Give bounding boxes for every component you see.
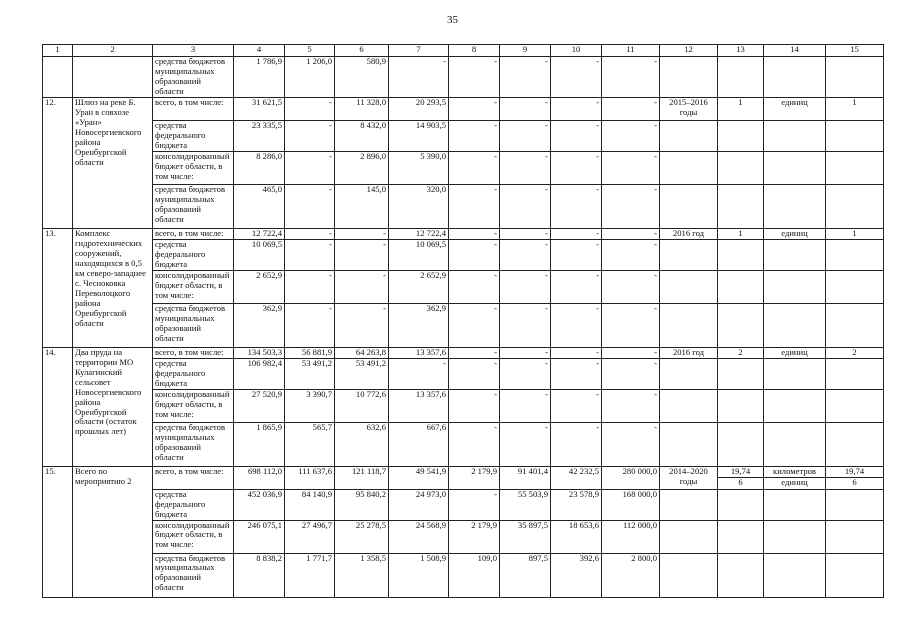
value-cell: - — [449, 184, 500, 228]
table-cell — [718, 520, 764, 553]
header-cell: 5 — [285, 45, 335, 57]
quantity-km: 19,74 — [730, 466, 751, 476]
item-number: 12. — [43, 97, 73, 228]
value-cell: 27 520,9 — [234, 389, 285, 422]
table-row — [43, 270, 884, 303]
table-cell — [718, 120, 764, 151]
value-cell: - — [285, 239, 335, 270]
value-cell: 392,6 — [551, 553, 602, 597]
period-cell: 2016 год — [660, 228, 718, 239]
quantity-cell: 1 — [718, 97, 764, 120]
value-cell: 1 358,5 — [335, 553, 389, 597]
quantity-cell — [718, 466, 764, 489]
value-cell: - — [500, 422, 551, 466]
value-cell: 31 621,5 — [234, 97, 285, 120]
header-cell: 14 — [764, 45, 826, 57]
value-cell: - — [285, 184, 335, 228]
value-cell: - — [602, 57, 660, 98]
table-cell — [764, 520, 826, 553]
table-row — [43, 120, 884, 151]
value-cell: - — [449, 151, 500, 184]
value-cell: - — [602, 120, 660, 151]
value-cell: 2 652,9 — [389, 270, 449, 303]
value-cell: - — [335, 270, 389, 303]
funding-source-cell: средства федерального бюджета — [153, 239, 234, 270]
funding-source-cell: средства бюджетов муниципальных образований области — [153, 422, 234, 466]
value-cell: - — [449, 389, 500, 422]
value-cell: 2 896,0 — [335, 151, 389, 184]
unit-cell: единиц — [764, 97, 826, 120]
header-cell: 7 — [389, 45, 449, 57]
header-cell: 2 — [73, 45, 153, 57]
header-cell: 12 — [660, 45, 718, 57]
table-cell — [826, 184, 884, 228]
table-cell — [660, 184, 718, 228]
budget-table — [42, 44, 884, 598]
value-cell: - — [551, 228, 602, 239]
item-name: Комплекс гидротехнических сооружений, находящихся в 0,5 км северо-западнее с. Чесноковка Переволоцкого района Оренбургской области — [73, 228, 153, 347]
table-cell — [764, 270, 826, 303]
table-cell — [660, 270, 718, 303]
value-cell: 1 865,9 — [234, 422, 285, 466]
value-cell: 84 140,9 — [285, 489, 335, 520]
value-cell: - — [602, 151, 660, 184]
value-cell: - — [285, 228, 335, 239]
table-cell — [826, 520, 884, 553]
value-cell: 5 390,0 — [389, 151, 449, 184]
value-cell: 362,9 — [234, 303, 285, 347]
period-cell: 2014–2020 годы — [660, 466, 718, 489]
value-cell: 465,0 — [234, 184, 285, 228]
table-cell — [718, 270, 764, 303]
value-cell: 121 118,7 — [335, 466, 389, 489]
funding-source-cell: средства федерального бюджета — [153, 120, 234, 151]
value-cell: - — [285, 151, 335, 184]
quantity-km: 19,74 — [844, 466, 865, 476]
table-cell — [826, 489, 884, 520]
value-cell: 13 357,6 — [389, 389, 449, 422]
table-cell — [826, 389, 884, 422]
value-cell: 24 568,9 — [389, 520, 449, 553]
value-cell: - — [500, 347, 551, 358]
value-cell: 1 206,0 — [285, 57, 335, 98]
header-cell: 15 — [826, 45, 884, 57]
value-cell: - — [449, 57, 500, 98]
value-cell: - — [449, 422, 500, 466]
value-cell: 53 491,2 — [335, 358, 389, 389]
value-cell: 10 069,5 — [234, 239, 285, 270]
table-cell — [718, 239, 764, 270]
header-cell: 1 — [43, 45, 73, 57]
table-cell — [718, 389, 764, 422]
value-cell: - — [551, 347, 602, 358]
value-cell: 12 722,4 — [234, 228, 285, 239]
funding-source-cell: консолидированный бюджет области, в том числе: — [153, 270, 234, 303]
value-cell: - — [551, 389, 602, 422]
table-cell — [660, 553, 718, 597]
value-cell: - — [500, 57, 551, 98]
quantity-cell — [826, 466, 884, 489]
value-cell: - — [602, 358, 660, 389]
table-cell — [764, 120, 826, 151]
table-cell — [764, 57, 826, 98]
value-cell: - — [500, 120, 551, 151]
table-cell — [718, 489, 764, 520]
value-cell: - — [449, 228, 500, 239]
value-cell: - — [551, 358, 602, 389]
value-cell: - — [449, 270, 500, 303]
value-cell: 1 786,9 — [234, 57, 285, 98]
funding-source-cell: всего, в том числе: — [153, 347, 234, 358]
unit-cell: единиц — [764, 347, 826, 358]
value-cell: 42 232,5 — [551, 466, 602, 489]
value-cell: 2 179,9 — [449, 466, 500, 489]
unit-cell — [764, 466, 826, 489]
value-cell: - — [551, 151, 602, 184]
value-cell: 111 637,6 — [285, 466, 335, 489]
table-row — [43, 422, 884, 466]
value-cell: 362,9 — [389, 303, 449, 347]
table-cell — [660, 422, 718, 466]
value-cell: 64 263,8 — [335, 347, 389, 358]
table-cell — [660, 151, 718, 184]
value-cell: 91 401,4 — [500, 466, 551, 489]
table-cell — [718, 151, 764, 184]
value-cell: - — [500, 303, 551, 347]
table-row — [43, 57, 884, 98]
value-cell: - — [602, 303, 660, 347]
table-cell — [718, 57, 764, 98]
value-cell: 106 982,4 — [234, 358, 285, 389]
table-cell — [660, 389, 718, 422]
value-cell: 2 179,9 — [449, 520, 500, 553]
quantity-units: 6 — [718, 477, 763, 488]
funding-source-cell: всего, в том числе: — [153, 228, 234, 239]
table-cell — [764, 489, 826, 520]
value-cell: - — [500, 151, 551, 184]
value-cell: 280 000,0 — [602, 466, 660, 489]
value-cell: 23 578,9 — [551, 489, 602, 520]
funding-source-cell: средства бюджетов муниципальных образований области — [153, 184, 234, 228]
table-row — [43, 389, 884, 422]
quantity-cell: 1 — [826, 228, 884, 239]
table-cell — [660, 520, 718, 553]
value-cell: 49 541,9 — [389, 466, 449, 489]
value-cell: 1 771,7 — [285, 553, 335, 597]
funding-source-cell: средства федерального бюджета — [153, 358, 234, 389]
table-cell — [826, 151, 884, 184]
value-cell: - — [551, 239, 602, 270]
table-cell — [73, 57, 153, 98]
value-cell: - — [602, 270, 660, 303]
table-cell — [43, 57, 73, 98]
table-cell — [718, 553, 764, 597]
value-cell: - — [500, 97, 551, 120]
value-cell: 10 772,6 — [335, 389, 389, 422]
table-cell — [764, 422, 826, 466]
table-row — [43, 239, 884, 270]
value-cell: 168 000,0 — [602, 489, 660, 520]
table-cell — [826, 553, 884, 597]
value-cell: - — [602, 389, 660, 422]
value-cell: 13 357,6 — [389, 347, 449, 358]
value-cell: 580,9 — [335, 57, 389, 98]
table-row — [43, 489, 884, 520]
value-cell: 632,6 — [335, 422, 389, 466]
header-cell: 10 — [551, 45, 602, 57]
value-cell: - — [335, 239, 389, 270]
value-cell: 565,7 — [285, 422, 335, 466]
value-cell: 12 722,4 — [389, 228, 449, 239]
table-cell — [660, 57, 718, 98]
value-cell: - — [551, 120, 602, 151]
value-cell: - — [449, 97, 500, 120]
value-cell: - — [449, 239, 500, 270]
value-cell: - — [551, 270, 602, 303]
value-cell: 14 903,5 — [389, 120, 449, 151]
value-cell: - — [551, 184, 602, 228]
table-row — [43, 520, 884, 553]
value-cell: 53 491,2 — [285, 358, 335, 389]
value-cell: - — [335, 228, 389, 239]
funding-source-cell: консолидированный бюджет области, в том числе: — [153, 389, 234, 422]
header-row — [43, 45, 884, 57]
funding-source-cell: всего, в том числе: — [153, 466, 234, 489]
value-cell: 112 000,0 — [602, 520, 660, 553]
header-cell: 4 — [234, 45, 285, 57]
table-cell — [764, 389, 826, 422]
value-cell: - — [551, 57, 602, 98]
value-cell: 25 278,5 — [335, 520, 389, 553]
funding-source-cell: всего, в том числе: — [153, 97, 234, 120]
table-row — [43, 151, 884, 184]
quantity-cell: 2 — [718, 347, 764, 358]
table-cell — [826, 422, 884, 466]
value-cell: 55 503,9 — [500, 489, 551, 520]
value-cell: 667,6 — [389, 422, 449, 466]
value-cell: - — [449, 489, 500, 520]
funding-source-cell: средства бюджетов муниципальных образований области — [153, 303, 234, 347]
value-cell: 56 881,9 — [285, 347, 335, 358]
value-cell: - — [500, 270, 551, 303]
table-cell — [660, 239, 718, 270]
funding-source-cell: консолидированный бюджет области, в том числе: — [153, 151, 234, 184]
table-cell — [826, 358, 884, 389]
table-cell — [764, 239, 826, 270]
table-row — [43, 97, 884, 120]
table-row — [43, 303, 884, 347]
value-cell: - — [602, 422, 660, 466]
funding-source-cell: консолидированный бюджет области, в том числе: — [153, 520, 234, 553]
quantity-units: 6 — [826, 477, 883, 488]
value-cell: - — [449, 358, 500, 389]
value-cell: - — [449, 120, 500, 151]
value-cell: 20 293,5 — [389, 97, 449, 120]
value-cell: 246 075,1 — [234, 520, 285, 553]
value-cell: - — [602, 239, 660, 270]
value-cell: - — [500, 228, 551, 239]
value-cell: - — [551, 97, 602, 120]
value-cell: 11 328,0 — [335, 97, 389, 120]
value-cell: 109,0 — [449, 553, 500, 597]
value-cell: 320,0 — [389, 184, 449, 228]
funding-source-cell: средства федерального бюджета — [153, 489, 234, 520]
value-cell: - — [285, 97, 335, 120]
table-cell — [826, 120, 884, 151]
header-cell: 8 — [449, 45, 500, 57]
funding-source-cell: средства бюджетов муниципальных образований области — [153, 57, 234, 98]
table-cell — [660, 489, 718, 520]
value-cell: - — [500, 184, 551, 228]
value-cell: 2 652,9 — [234, 270, 285, 303]
value-cell: 24 973,0 — [389, 489, 449, 520]
value-cell: - — [335, 303, 389, 347]
unit-cell: единиц — [764, 228, 826, 239]
header-cell: 3 — [153, 45, 234, 57]
value-cell: - — [602, 97, 660, 120]
funding-source-cell: средства бюджетов муниципальных образований области — [153, 553, 234, 597]
table-row — [43, 228, 884, 239]
table-cell — [660, 358, 718, 389]
table-cell — [764, 358, 826, 389]
value-cell: - — [551, 422, 602, 466]
value-cell: - — [602, 347, 660, 358]
table-cell — [764, 303, 826, 347]
value-cell: - — [285, 303, 335, 347]
value-cell: 897,5 — [500, 553, 551, 597]
table-row — [43, 184, 884, 228]
item-name: Шлюз на реке Б. Уран в совхозе «Уран» Новосергиевского района Оренбургской области — [73, 97, 153, 228]
value-cell: - — [449, 303, 500, 347]
unit-units: единиц — [764, 477, 825, 488]
value-cell: 18 653,6 — [551, 520, 602, 553]
value-cell: - — [389, 57, 449, 98]
table-row — [43, 553, 884, 597]
item-number: 14. — [43, 347, 73, 466]
item-number: 13. — [43, 228, 73, 347]
table-cell — [764, 184, 826, 228]
quantity-cell: 1 — [718, 228, 764, 239]
value-cell: - — [500, 389, 551, 422]
value-cell: 145,0 — [335, 184, 389, 228]
value-cell: - — [389, 358, 449, 389]
table-cell — [826, 239, 884, 270]
unit-km: километров — [773, 466, 816, 476]
item-name: Два пруда на территории МО Кулагинский сельсовет Новосергиевского района Оренбургской области (остаток прошлых лет) — [73, 347, 153, 466]
value-cell: - — [602, 228, 660, 239]
value-cell: 134 503,3 — [234, 347, 285, 358]
table-cell — [764, 151, 826, 184]
value-cell: 10 069,5 — [389, 239, 449, 270]
item-name: Всего по мероприятию 2 — [73, 466, 153, 597]
table-row — [43, 358, 884, 389]
value-cell: 8 432,0 — [335, 120, 389, 151]
value-cell: - — [602, 184, 660, 228]
value-cell: 35 897,5 — [500, 520, 551, 553]
table-cell — [718, 184, 764, 228]
quantity-cell: 1 — [826, 97, 884, 120]
value-cell: - — [500, 358, 551, 389]
value-cell: - — [285, 270, 335, 303]
table-cell — [826, 270, 884, 303]
header-cell: 6 — [335, 45, 389, 57]
value-cell: 95 840,2 — [335, 489, 389, 520]
value-cell: 1 508,9 — [389, 553, 449, 597]
page-number: 35 — [447, 14, 458, 26]
table-cell — [718, 422, 764, 466]
table-cell — [826, 57, 884, 98]
value-cell: 452 036,9 — [234, 489, 285, 520]
table-cell — [826, 303, 884, 347]
value-cell: - — [285, 120, 335, 151]
header-cell: 9 — [500, 45, 551, 57]
value-cell: 2 800,0 — [602, 553, 660, 597]
value-cell: 698 112,0 — [234, 466, 285, 489]
table-row — [43, 466, 884, 489]
value-cell: 3 390,7 — [285, 389, 335, 422]
item-number: 15. — [43, 466, 73, 597]
value-cell: - — [500, 239, 551, 270]
table-cell — [718, 303, 764, 347]
header-cell: 13 — [718, 45, 764, 57]
table-cell — [718, 358, 764, 389]
value-cell: 27 496,7 — [285, 520, 335, 553]
table-row — [43, 347, 884, 358]
value-cell: 8 286,0 — [234, 151, 285, 184]
quantity-cell: 2 — [826, 347, 884, 358]
table-cell — [660, 120, 718, 151]
table-cell — [660, 303, 718, 347]
table-cell — [764, 553, 826, 597]
value-cell: 8 838,2 — [234, 553, 285, 597]
value-cell: - — [449, 347, 500, 358]
value-cell: - — [551, 303, 602, 347]
period-cell: 2016 год — [660, 347, 718, 358]
header-cell: 11 — [602, 45, 660, 57]
value-cell: 23 335,5 — [234, 120, 285, 151]
period-cell: 2015–2016 годы — [660, 97, 718, 120]
